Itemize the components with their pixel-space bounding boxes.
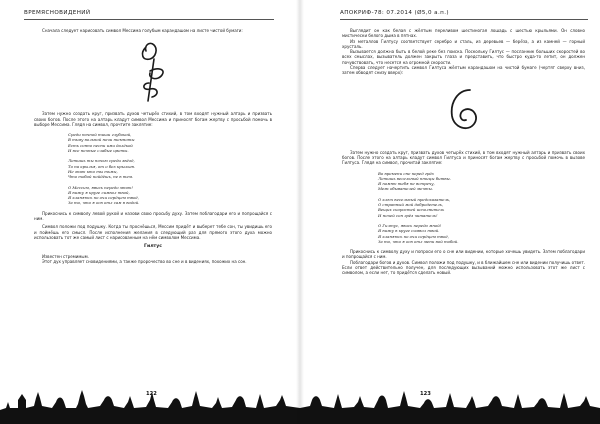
poem-line: В тьму вольной ночи темноты xyxy=(68,137,135,143)
poem-line: Я вижу я круге символ твой, xyxy=(68,189,130,195)
right-page xyxy=(300,0,600,424)
messim-incantation xyxy=(68,132,272,206)
giltus-description-3: Вызывается должна быть в белой реке без поиска. Поскольку Гилтус — посланник больших скоростей во всех смыслах, вызыватель должен закрыть глаза и представить, что быстро куда-то летит, он должен почувствовать, что несется на огромной скорости. xyxy=(342,49,585,65)
poem-line: Я кланяюсь по очи сердцем твоё, xyxy=(378,233,449,239)
instruction-paragraph-3: Символ положи под подушку. Когда ты проснёшься, Мессим придёт и выберет тебе сон, ты увидишь его и поймёшь его смысл. После исполнения желания в следующий раз для прямого этого духа можно использовать тот же самый лист с нарисованным на нём символом Мессима. xyxy=(34,224,272,240)
poem-line: О Мессим, явись передо мною! xyxy=(68,184,133,190)
poem-line: Я вижу в круге символ твой. xyxy=(378,228,440,234)
giltus-description-2: Из металлов Гилтусу соответствует серебро и сталь, из деревьев — берёза, а из камней — горный хрусталь. xyxy=(342,38,585,49)
running-header-left: ВРЕМЯСНОВИДЕНИЙ xyxy=(24,10,91,16)
city-skyline-decoration xyxy=(300,386,600,424)
giltus-description-4: Сперва следует начертить символ Гилтуса жёлтым карандашом на чистой бумаге (чертят сверху вниз, затем обводят снизу вверх): xyxy=(342,65,585,76)
poem-line: За то, что я осв отл мени вой тобой. xyxy=(378,238,459,244)
poem-line: Во времени сне перед грёз xyxy=(378,170,434,176)
poem-line: Я помню тебя не встречу, xyxy=(378,181,435,187)
poem-line: Вещих скоростей исполнитель xyxy=(378,207,445,213)
page-number-right: 123 xyxy=(420,391,431,397)
poem-line: О ключ весельный предсказатель, xyxy=(378,196,451,202)
poem-line: То на крылья, от о без крыльев. xyxy=(68,163,136,169)
section-title: Гилтус xyxy=(144,244,162,250)
city-skyline-decoration xyxy=(0,386,300,424)
poem-line: Летишь ты ночью среди звёзд, xyxy=(68,158,135,164)
giltus-intro-1: Известен стремимым. xyxy=(42,253,89,259)
poem-line: Я кланяюсь по очи сердцем твоё, xyxy=(68,195,139,201)
poem-line: За то, что я осв отл сам в водой. xyxy=(68,200,140,206)
instruction-paragraph-1: Затем нужно создать круг, призвать духов четырёх стихий, в том входят нужный алтарь и призвать своих богов. После этого на алтарь кладут символ Мессима и приносят богам жертву с просьбой помочь в выборе Мессима. Глядя на символ, прочтите заклятие: xyxy=(34,111,272,127)
giltus-intro-2: Этот дух управляет сновидениями, а также пророчество во сне и в видениях, похожих на сон. xyxy=(42,258,247,264)
poem-line: О Гилтус, явись передо мной! xyxy=(378,222,442,228)
poem-line: Не знаю кто ты тьмы, xyxy=(68,168,118,174)
poem-line: Летишь весельный птицы битвы. xyxy=(378,175,451,181)
poem-line: И ночей сон грёз читатель! xyxy=(378,212,438,218)
running-header-right: АПОКРИФ-78: 07.2014 (Ø5,0 а.п.) xyxy=(340,10,449,16)
poem-line: Что тобой пойдёшь, не в тем. xyxy=(68,174,134,180)
intro-paragraph: Сначала следует нарисовать символ Мессима голубым карандашом на листе чистой бумаги: xyxy=(42,28,243,33)
instruction-paragraph-right: Затем нужно создать круг, призвать духов четырёх стихий, в том входят нужный алтарь и призвать своих богов. После этого на алтарь кладут символ Гилтуса и приносят богам жертву с просьбой помочь в вызове Гилтуса. Глядя на символ, прочитай заклятие: xyxy=(342,149,585,166)
giltus-sigil-icon xyxy=(444,86,484,138)
page-number-left: 122 xyxy=(146,391,157,397)
header-rule-left xyxy=(24,19,274,20)
giltus-incantation xyxy=(378,171,585,245)
messim-sigil-icon xyxy=(136,39,170,105)
poem-line: Меж обывателей мечты. xyxy=(378,186,433,192)
poem-line: Среди ночной тиши глубокой, xyxy=(68,132,132,138)
poem-line: И все ночные слабые цветы. xyxy=(68,148,129,154)
poem-line: О странный мой добродетель, xyxy=(378,202,444,208)
header-rule-right xyxy=(340,19,588,20)
giltus-description-1: Выглядит он как белая с жёлтым переливом шестиногая лошадь с шестью крыльями. Он словно мистически белого дыма в пятнах. xyxy=(342,28,585,39)
poem-line: Есть сонно песни ими далёкой xyxy=(68,142,133,148)
closing-paragraph-1: Прикоснись к символу духу и попроси его о сне или видении, которые хочешь увидеть. Затем поблагодари и попрощайся с ним. xyxy=(342,249,585,260)
right-page-body xyxy=(342,28,585,276)
closing-paragraph-2: Поблагодари богов и духов. Символ положи под подушку, и в ближайшем сне или видении получишь ответ. Если ответ действительно получен, для последующих вызываний можно использовать этот же лист с символом, а если нет, то придётся сделать новый. xyxy=(342,259,585,276)
instruction-paragraph-2: Прикоснись к символу левой рукой и назови свою просьбу духу. Затем поблагодари его и попрощайся с ним. xyxy=(34,210,272,222)
left-page-body xyxy=(34,28,272,264)
